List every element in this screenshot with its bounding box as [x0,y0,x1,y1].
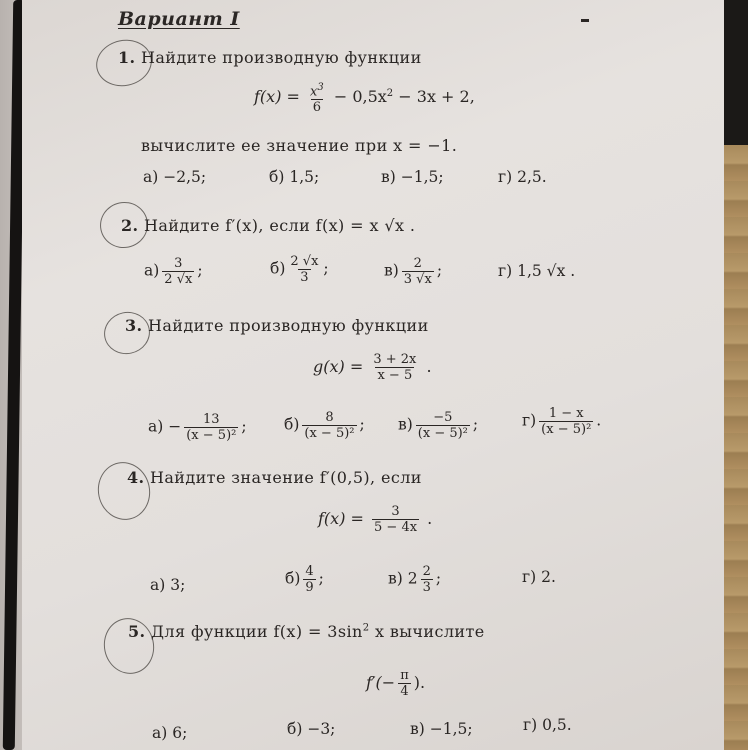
question-text: Найдите значение f′(0,5), если [150,468,422,487]
answer-option[interactable]: в) 2 $\frac{2}{3}$ ; [388,564,442,595]
answer-option[interactable]: г) 2,5. [498,168,547,186]
question-text: Найдите f′(x), если f(x) = x √x . [144,216,416,235]
answer-option[interactable]: в) −1,5; [410,720,473,738]
question-text: Найдите производную функции [141,48,422,67]
question-text: Найдите производную функции [148,316,429,335]
variant-title: Вариант I [118,8,240,30]
answer-option[interactable]: а) −2,5; [143,168,207,186]
answer-option[interactable]: а) − $\frac{13}{\text{(x − 5)²}}$ ; [148,412,247,443]
answer-option[interactable]: г) 1,5 √x . [498,262,576,280]
question-1-formula: f(x) = $\frac{x^3}{6}$ − $0,5x^2 - 3x + 2$, [254,82,475,116]
answer-option[interactable]: а) $\frac{3}{2 √x}$ ; [144,256,203,287]
question-3-prompt: 3. Найдите производную функции [125,316,429,335]
answer-option[interactable]: в) −1,5; [381,168,444,186]
question-3-formula: g(x) = $\frac{3 + 2x}{x - 5}$ . [313,352,432,383]
question-1-prompt [118,48,422,67]
answer-option[interactable]: в) $\frac{2}{3 √x}$ ; [384,256,443,287]
question-5-prompt: 5. Для функции $f(x) = 3\sin^2$ x вычислите [128,622,485,641]
answer-option[interactable]: б) $\frac{4}{9}$ ; [285,564,324,595]
question-1-follow-up: вычислите ее значение при x = −1. [141,136,458,155]
question-4-prompt: 4. Найдите значение f′(0,5), если [127,468,422,487]
question-number: 1. [118,48,136,67]
background-wood-table [724,145,748,750]
answer-option[interactable]: г) 2. [522,568,556,586]
answer-option[interactable]: б) $\frac{8}{\text{(x − 5)²}}$ ; [284,410,365,441]
background-dark [720,0,748,145]
question-4-formula: f(x) = $\frac{3}{5 - 4x}$ . [318,504,433,535]
question-2-prompt: 2. Найдите f′(x), если f(x) = x √x . [121,216,416,235]
answer-option[interactable]: в) $\frac{-5}{\text{(x − 5)²}}$ ; [398,410,479,441]
answer-option[interactable]: б) 1,5; [269,168,320,186]
answer-option[interactable]: а) 3; [150,576,186,594]
answer-option[interactable]: а) 6; [152,724,188,742]
answer-option[interactable]: б) $\frac{2 √x}{3}$ ; [270,254,329,285]
answer-option[interactable]: б) −3; [287,720,336,738]
question-text: Для функции f(x) = 3sin [151,622,363,641]
answer-option[interactable]: г) 0,5. [523,716,572,734]
question-5-formula: f′(− $\frac{\pi}{4}$ ). [366,668,426,699]
dash-mark [581,19,589,22]
answer-option[interactable]: г) $\frac{1 - x}{\text{(x − 5)²}}$ . [522,406,602,437]
